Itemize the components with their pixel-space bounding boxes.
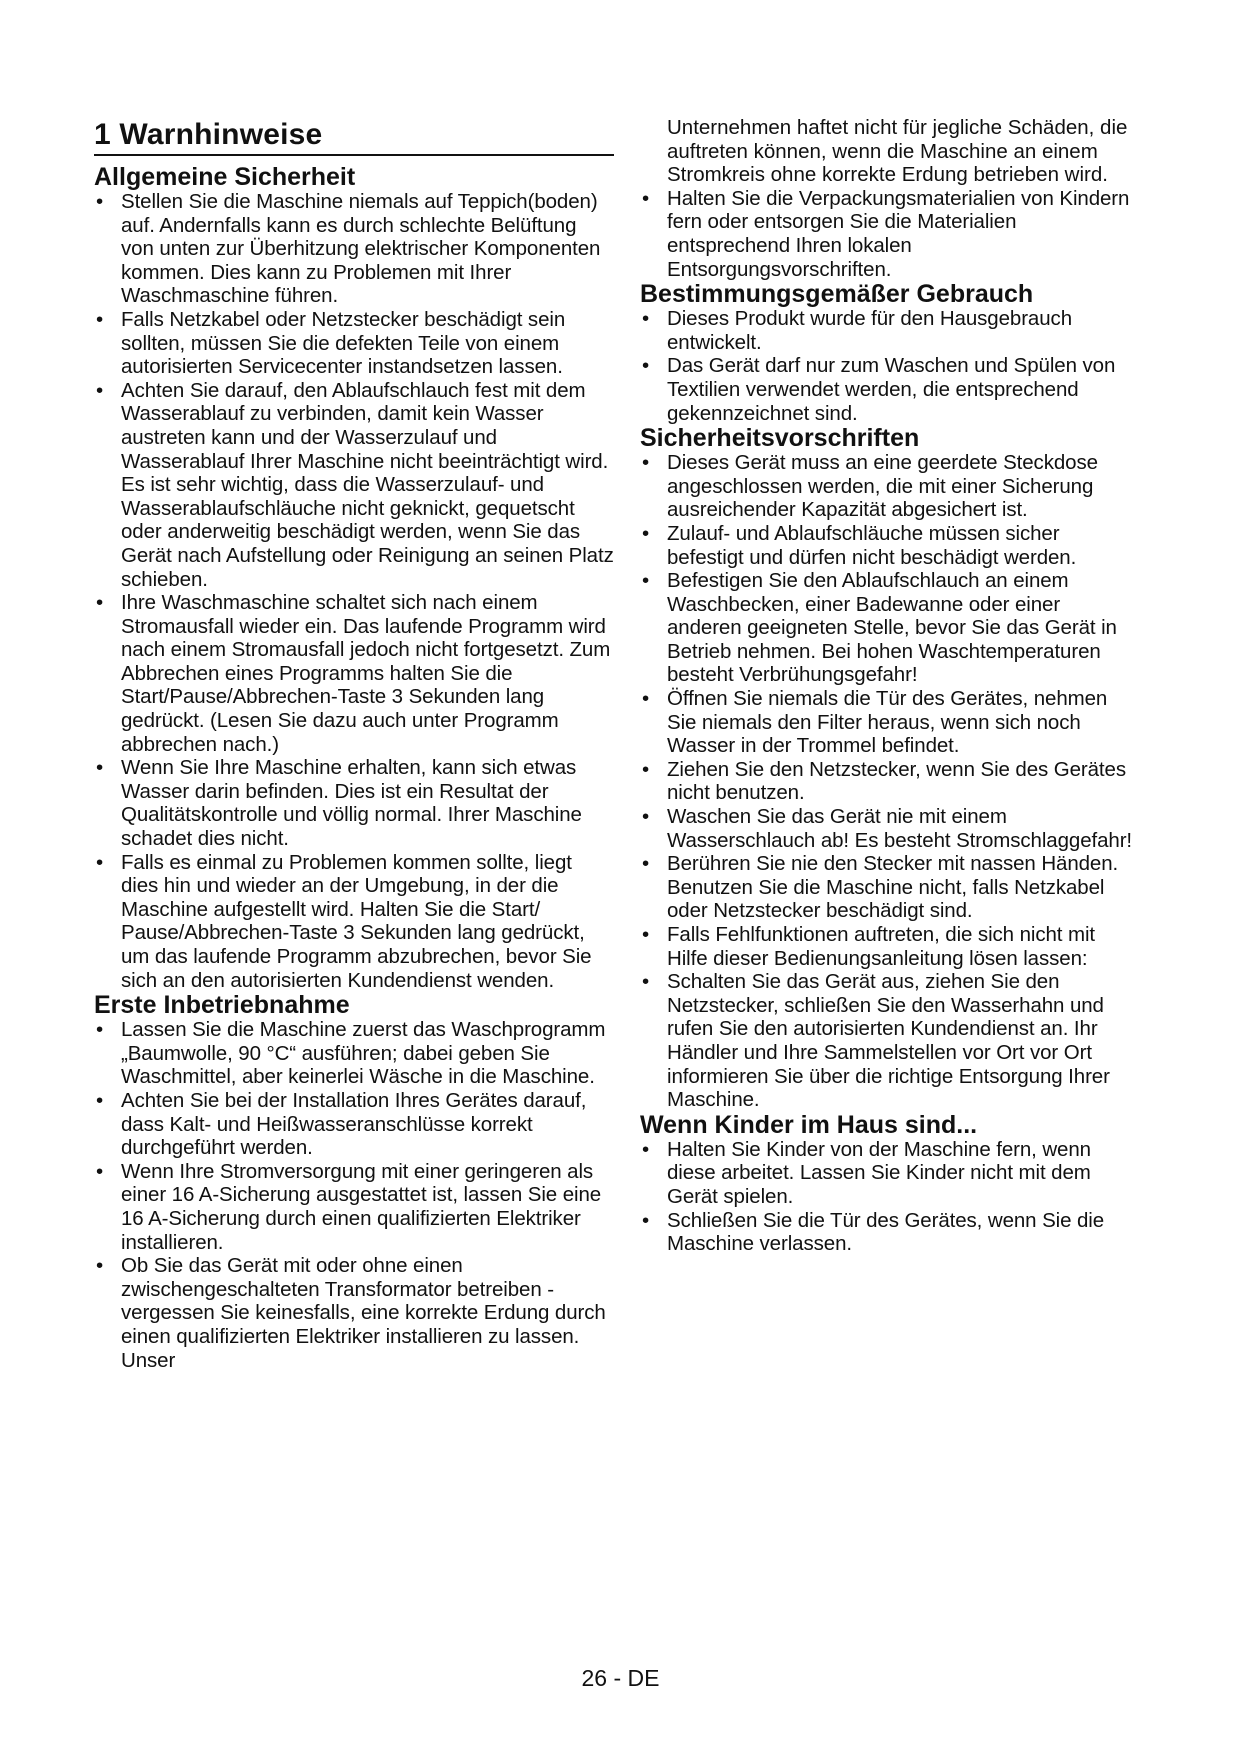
list-item: • Waschen Sie das Gerät nie mit einem Wasserschlauch ab! Es besteht Stromschlaggefahr! bbox=[640, 805, 1140, 852]
list-item: • Falls es einmal zu Problemen kommen sollte, liegt dies hin und wieder an der Umgebung, in der die Maschine aufgestellt wird. Halten Sie die Start/ Pause/Abbrechen-Taste 3 Sekunden lang gedrückt, um das laufende Programm abzubrechen, bevor Sie sich an den autorisierten Kundendienst wenden. bbox=[94, 851, 614, 993]
list-item: • Schalten Sie das Gerät aus, ziehen Sie den Netzstecker, schließen Sie den Wasserhahn und rufen Sie den autorisierten Kundendienst an. Ihr Händler und Ihre Sammelstellen vor Ort vor Ort informieren Sie über die richtige Entsorgung Ihrer Maschine. bbox=[640, 970, 1140, 1112]
list-allgemeine-sicherheit bbox=[94, 190, 614, 992]
section-heading-sicherheitsvorschriften: Sicherheitsvorschriften bbox=[640, 424, 920, 453]
list-item: • Halten Sie Kinder von der Maschine fern, wenn diese arbeitet. Lassen Sie Kinder nicht mit dem Gerät spielen. bbox=[640, 1138, 1140, 1209]
list-item: • Achten Sie darauf, den Ablaufschlauch fest mit dem Wasserablauf zu verbinden, damit kein Wasser austreten kann und der Wasserzulauf und Wasserablauf Ihrer Maschine nicht beeinträchtigt wird. Es ist sehr wichtig, dass die Wasserzulauf- und Wasserablaufschläuche nicht geknickt, gequetscht oder anderweitig beschädigt werden, wenn Sie das Gerät nach Aufstellung oder Reinigung an seinen Platz schieben. bbox=[94, 379, 614, 591]
section-heading-wenn-kinder-im-haus: Wenn Kinder im Haus sind... bbox=[640, 1110, 978, 1139]
list-item: • Dieses Produkt wurde für den Hausgebrauch entwickelt. bbox=[640, 307, 1140, 354]
list-item: • Dieses Gerät muss an eine geerdete Steckdose angeschlossen werden, die mit einer Sicherung ausreichender Kapazität abgesichert ist. bbox=[640, 451, 1140, 522]
list-allgemeine-sicherheit-cont bbox=[640, 187, 1140, 281]
continuation-paragraph: Unternehmen haftet nicht für jegliche Schäden, die auftreten können, wenn die Maschine an einem Stromkreis ohne korrekte Erdung betrieben wird. bbox=[667, 116, 1128, 187]
list-item: • Das Gerät darf nur zum Waschen und Spülen von Textilien verwendet werden, die entsprechend gekennzeichnet sind. bbox=[640, 354, 1140, 425]
list-item: • Lassen Sie die Maschine zuerst das Waschprogramm „Baumwolle, 90 °C“ ausführen; dabei geben Sie Waschmittel, aber keinerlei Wäsche in die Maschine. bbox=[94, 1018, 614, 1089]
left-column bbox=[94, 118, 614, 1372]
list-item: • Stellen Sie die Maschine niemals auf Teppich(boden) auf. Andernfalls kann es durch schlechte Belüftung von unten zur Überhitzung elektrischer Komponenten kommen. Dies kann zu Problemen mit Ihrer Waschmaschine führen. bbox=[94, 190, 614, 308]
list-item: • Wenn Ihre Stromversorgung mit einer geringeren als einer 16 A-Sicherung ausgestattet ist, lassen Sie eine 16 A-Sicherung durch einen qualifizierten Elektriker installieren. bbox=[94, 1160, 614, 1254]
chapter-title: 1 Warnhinweise bbox=[94, 118, 614, 156]
list-item: • Ob Sie das Gerät mit oder ohne einen zwischengeschalteten Transformator betreiben - vergessen Sie keinesfalls, eine korrekte Erdung durch einen qualifizierten Elektriker installieren zu lassen. Unser bbox=[94, 1254, 614, 1372]
section-heading-erste-inbetriebnahme: Erste Inbetriebnahme bbox=[94, 991, 350, 1020]
list-item: • Falls Fehlfunktionen auftreten, die sich nicht mit Hilfe dieser Bedienungsanleitung lösen lassen: bbox=[640, 923, 1140, 970]
list-erste-inbetriebnahme bbox=[94, 1018, 614, 1372]
page-number: 26 - DE bbox=[581, 1665, 660, 1691]
list-item: • Ihre Waschmaschine schaltet sich nach einem Stromausfall wieder ein. Das laufende Programm wird nach einem Stromausfall jedoch nicht fortgesetzt. Zum Abbrechen eines Programms halten Sie die Start/Pause/Abbrechen-Taste 3 Sekunden lang gedrückt. (Lesen Sie dazu auch unter Programm abbrechen nach.) bbox=[94, 591, 614, 756]
list-item: • Zulauf- und Ablaufschläuche müssen sicher befestigt und dürfen nicht beschädigt werden. bbox=[640, 522, 1140, 569]
list-item: • Falls Netzkabel oder Netzstecker beschädigt sein sollten, müssen Sie die defekten Teile von einem autorisierten Servicecenter instandsetzen lassen. bbox=[94, 308, 614, 379]
list-item: • Befestigen Sie den Ablaufschlauch an einem Waschbecken, einer Badewanne oder einer anderen geeigneten Stelle, bevor Sie das Gerät in Betrieb nehmen. Bei hohen Waschtemperaturen besteht Verbrühungsgefahr! bbox=[640, 569, 1140, 687]
list-item: • Schließen Sie die Tür des Gerätes, wenn Sie die Maschine verlassen. bbox=[640, 1209, 1140, 1256]
list-item: • Öffnen Sie niemals die Tür des Gerätes, nehmen Sie niemals den Filter heraus, wenn sich noch Wasser in der Trommel befindet. bbox=[640, 687, 1140, 758]
section-heading-allgemeine-sicherheit: Allgemeine Sicherheit bbox=[94, 163, 356, 191]
list-wenn-kinder-im-haus bbox=[640, 1138, 1140, 1256]
list-item: • Berühren Sie nie den Stecker mit nassen Händen. Benutzen Sie die Maschine nicht, falls Netzkabel oder Netzstecker beschädigt sind. bbox=[640, 852, 1140, 923]
right-column bbox=[640, 116, 1140, 1256]
list-item: • Achten Sie bei der Installation Ihres Gerätes darauf, dass Kalt- und Heißwasseranschlüsse korrekt durchgeführt werden. bbox=[94, 1089, 614, 1160]
list-item: • Halten Sie die Verpackungsmaterialien von Kindern fern oder entsorgen Sie die Materialien entsprechend Ihren lokalen Entsorgungsvorschriften. bbox=[640, 187, 1140, 281]
list-item: • Wenn Sie Ihre Maschine erhalten, kann sich etwas Wasser darin befinden. Dies ist ein Resultat der Qualitätskontrolle und völlig normal. Ihrer Maschine schadet dies nicht. bbox=[94, 756, 614, 850]
list-item: • Ziehen Sie den Netzstecker, wenn Sie des Gerätes nicht benutzen. bbox=[640, 758, 1140, 805]
section-heading-bestimmungsgemaesser-gebrauch: Bestimmungsgemäßer Gebrauch bbox=[640, 280, 1034, 309]
list-sicherheitsvorschriften bbox=[640, 451, 1140, 1112]
list-bestimmungsgemaesser-gebrauch bbox=[640, 307, 1140, 425]
